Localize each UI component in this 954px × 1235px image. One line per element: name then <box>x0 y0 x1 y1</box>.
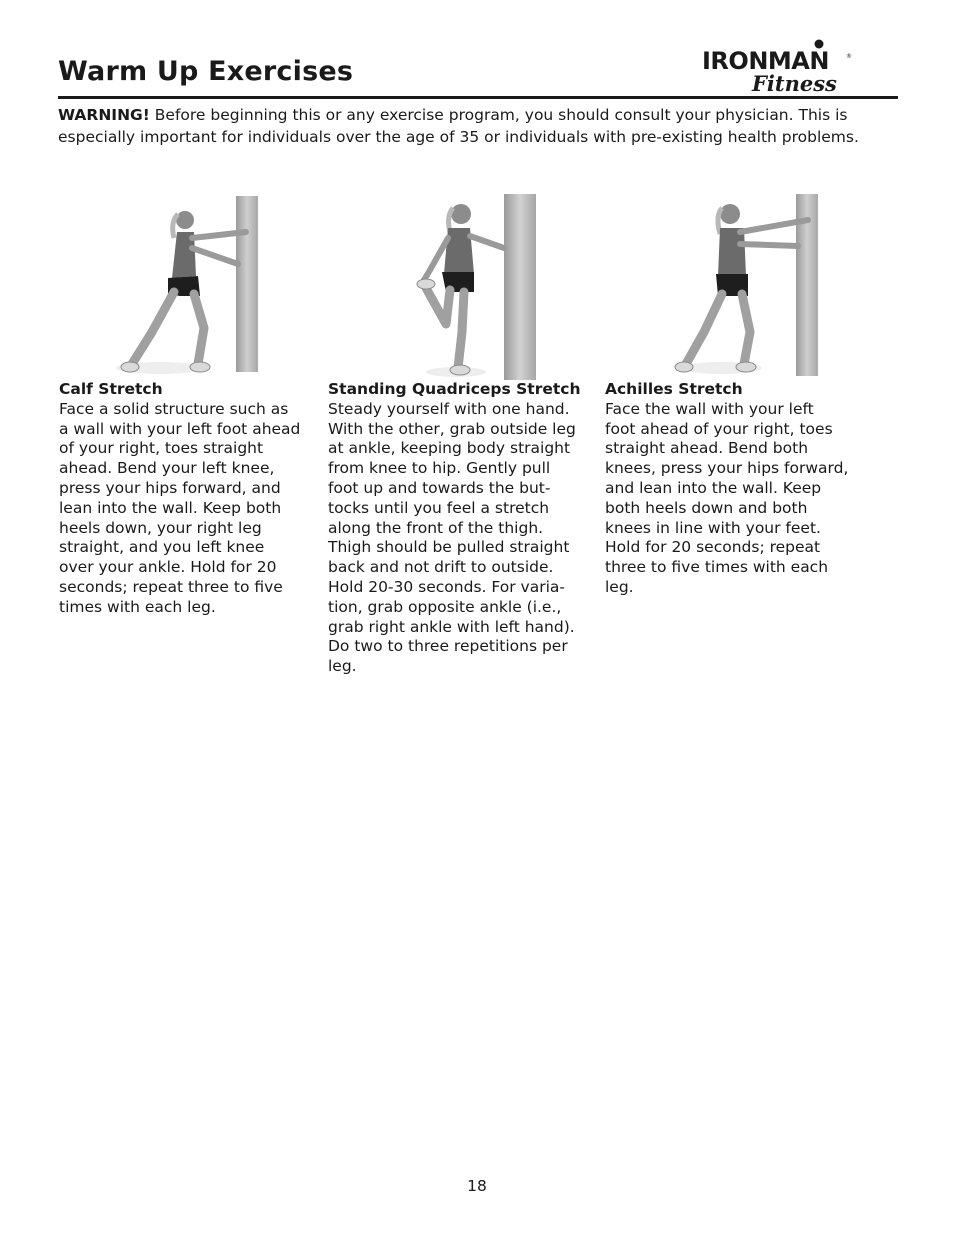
exercise-calf-stretch <box>59 380 321 618</box>
exercise-description: Face the wall with your left foot ahead of your right, toes straight ahead. Bend both knees, press your hips forward, and lean into the wall. Keep both heels down and both knees in line with your feet. Hold for 20 seconds; repeat three to five times with each leg. <box>605 399 849 596</box>
title-rule <box>58 96 898 99</box>
quadriceps-stretch-photo <box>386 192 536 382</box>
page-number: 18 <box>467 1177 487 1195</box>
exercise-title: Standing Quadriceps Stretch <box>328 380 581 398</box>
warning-label: WARNING! <box>58 106 150 124</box>
warning-text: Before beginning this or any exercise program, you should consult your physician. This is especially important for individuals over the age of 35 or individuals with pre-existing health problems. <box>58 106 859 146</box>
exercise-title: Calf Stretch <box>59 380 163 398</box>
exercise-quadriceps-stretch <box>328 380 600 677</box>
exercise-description: Face a solid structure such as a wall with your left foot ahead of your right, toes straight ahead. Bend your left knee, press your hips forward, and lean into the wall. Keep both heels down, your right leg straight, and you left knee over your ankle. Hold for 20 seconds; repeat three to five times with each leg. <box>59 399 301 616</box>
page-title: Warm Up Exercises <box>58 56 354 87</box>
calf-stretch-photo <box>108 192 268 382</box>
logo-mark: ® <box>846 53 852 60</box>
exercise-description: Steady yourself with one hand. With the other, grab outside leg at ankle, keeping body straight from knee to hip. Gently pull foot up and towards the but- tocks until you feel a stretch along the front of the thigh. Thigh should be pulled straight back and not drift to outside. Hold 20-30 seconds. For varia- tion, grab opposite ankle (i.e., grab right ankle with left hand). Do two to three repetitions per leg. <box>328 399 576 676</box>
warning-paragraph <box>58 104 888 148</box>
exercise-title: Achilles Stretch <box>605 380 743 398</box>
ironman-fitness-logo <box>700 36 860 96</box>
logo-brand: IRONMAN <box>702 47 829 75</box>
achilles-stretch-photo <box>660 192 820 382</box>
logo-script: Fitness <box>752 71 837 96</box>
exercise-achilles-stretch <box>605 380 895 598</box>
